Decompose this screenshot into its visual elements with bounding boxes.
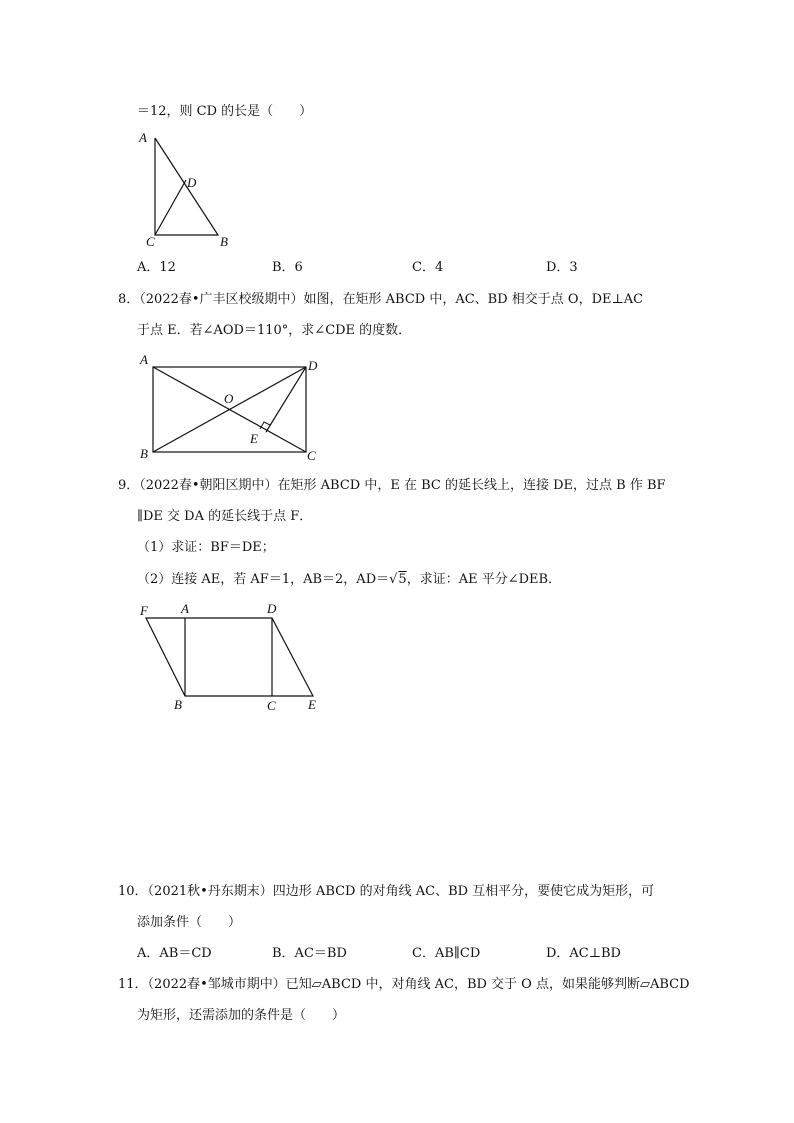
q8-label-c: C [307, 448, 316, 463]
q9-figure [136, 600, 336, 713]
q7-label-d: D [187, 175, 197, 190]
q11-line-2: 为矩形，还需添加的条件是（ ） [137, 1008, 346, 1023]
q9-label-f: F [140, 603, 148, 618]
q9-label-b: B [174, 697, 182, 712]
q9-part-2 [137, 571, 561, 589]
q10-line-1: 10．（2021秋•丹东期末）四边形 ABCD 的对角线 AC、BD 互相平分，要使它成为矩形，可 [118, 884, 655, 899]
q7-option-b: B．6 [272, 260, 303, 275]
q9-part-2-sqrt: 5 [398, 572, 407, 587]
q7-option-c: C．4 [412, 260, 444, 275]
q7-label-a: A [139, 130, 147, 145]
q8-line-1: 8．（2022春•广丰区校级期中）如图，在矩形 ABCD 中，AC、BD 相交于点 O，DE⊥AC [118, 292, 644, 307]
q9-part-1: （1）求证：BF＝DE； [137, 540, 275, 555]
q7-label-b: B [220, 234, 228, 249]
q9-part-2-a: （2）连接 AE，若 AF＝1，AB＝2，AD＝ [137, 572, 390, 587]
q7-triangle-figure [138, 128, 248, 248]
q8-label-a: A [140, 352, 148, 367]
q7-option-a: A．12 [137, 260, 176, 275]
q8-rectangle-figure [136, 350, 336, 465]
q10-option-c: C．AB∥CD [412, 946, 481, 961]
q10-option-b: B．AC＝BD [272, 946, 347, 961]
q9-label-c: C [267, 698, 276, 713]
q7-option-d: D．3 [546, 260, 578, 275]
q7-label-c: C [146, 234, 155, 249]
q8-label-e: E [250, 431, 258, 446]
q8-label-o: O [224, 391, 234, 406]
q10-line-2: 添加条件（ ） [137, 915, 242, 930]
q9-line-2: ∥DE 交 DA 的延长线于点 F． [137, 509, 313, 524]
q8-line-2: 于点 E．若∠AOD＝110°，求∠CDE 的度数． [137, 323, 412, 338]
q10-option-a: A．AB＝CD [137, 946, 212, 961]
q8-label-d: D [308, 358, 318, 373]
sqrt-symbol: √ [389, 572, 398, 587]
q10-option-d: D．AC⊥BD [546, 946, 621, 961]
q9-label-d: D [267, 601, 277, 616]
q9-line-1: 9．（2022春•朝阳区期中）在矩形 ABCD 中，E 在 BC 的延长线上，连接 DE，过点 B 作 BF [118, 478, 666, 493]
q9-part-2-b: ，求证：AE 平分∠DEB． [406, 572, 562, 587]
q9-label-e: E [308, 697, 316, 712]
q9-label-a: A [181, 601, 189, 616]
q8-label-b: B [140, 446, 148, 461]
q7-stem-tail: ＝12，则 CD 的长是（ ） [137, 104, 313, 119]
q11-line-1: 11．（2022春•邹城市期中）已知▱ABCD 中，对角线 AC，BD 交于 O 点，如果能够判断▱ABCD [118, 977, 690, 992]
